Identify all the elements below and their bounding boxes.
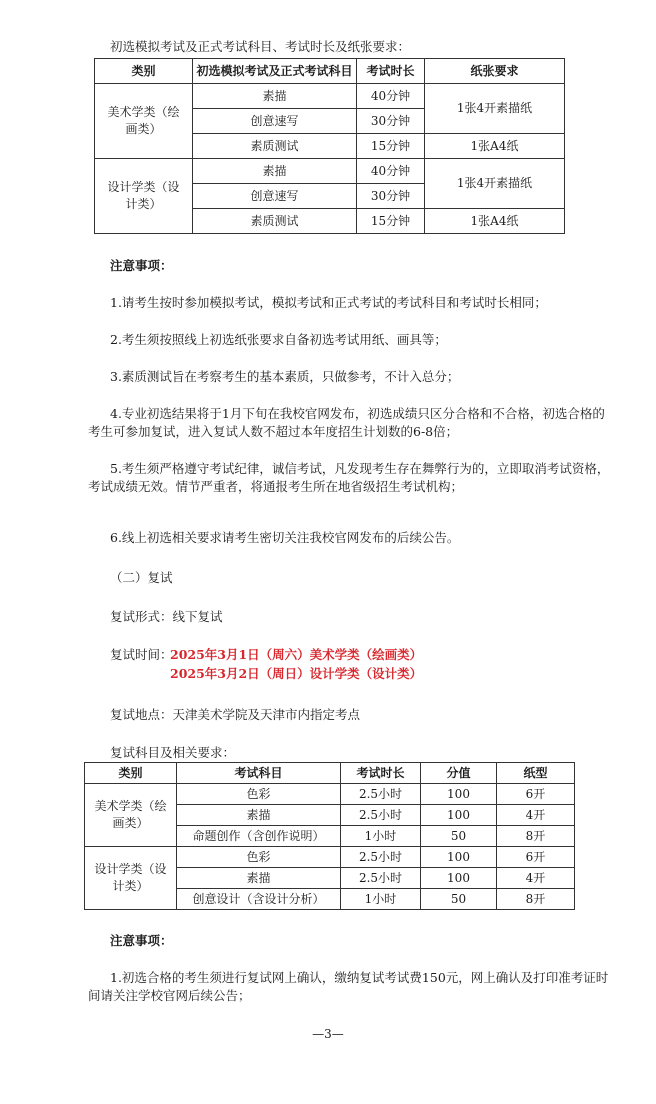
table1-subject-cell: 素描 xyxy=(193,159,357,184)
table1-subject-cell: 素质测试 xyxy=(193,134,357,159)
note-item: 2.考生须按照线上初选纸张要求自备初选考试用纸、画具等； xyxy=(110,332,447,347)
note-item: 4.专业初选结果将于1月下旬在我校官网发布，初选成绩只区分合格和不合格，初选合格的 xyxy=(110,406,605,421)
table2-subject-cell: 命题创作（含创作说明） xyxy=(177,826,341,847)
page-number: —3— xyxy=(312,1027,344,1041)
table2-paper-cell: 6开 xyxy=(497,784,575,805)
table2-score-cell: 100 xyxy=(421,805,497,826)
table2-subject-cell: 色彩 xyxy=(177,784,341,805)
table2-header-paper: 纸型 xyxy=(497,763,575,784)
table2-duration-cell: 1小时 xyxy=(341,826,421,847)
note-item: 3.素质测试旨在考察考生的基本素质，只做参考，不计入总分； xyxy=(110,369,460,384)
note-item: 1.请考生按时参加模拟考试，模拟考试和正式考试的考试科目和考试时长相同； xyxy=(110,295,547,310)
table1-header-category: 类别 xyxy=(95,59,193,84)
note-item-continued: 间请关注学校官网后续公告； xyxy=(88,988,251,1003)
note-item: 5.考生须严格遵守考试纪律，诚信考试，凡发现考生存在舞弊行为的，立即取消考试资格， xyxy=(110,461,610,476)
table2-duration-cell: 1小时 xyxy=(341,889,421,910)
table2-duration-cell: 2.5小时 xyxy=(341,805,421,826)
retest-subjects-table xyxy=(84,762,575,910)
table1-paper-cell: 1张A4纸 xyxy=(425,209,565,234)
table2-header-duration: 考试时长 xyxy=(341,763,421,784)
table1-subject-cell: 创意速写 xyxy=(193,184,357,209)
fushi-time-design: 2025年3月2日（周日）设计学类（设计类） xyxy=(170,666,423,681)
table2-header-category: 类别 xyxy=(85,763,177,784)
note-item-continued: 考试成绩无效。情节严重者，将通报考生所在地省级招生考试机构； xyxy=(88,479,464,494)
table1-header-duration: 考试时长 xyxy=(357,59,425,84)
table2-subject-cell: 色彩 xyxy=(177,847,341,868)
table2-paper-cell: 4开 xyxy=(497,805,575,826)
table1-paper-cell: 1张4开素描纸 xyxy=(425,159,565,209)
table2-duration-cell: 2.5小时 xyxy=(341,868,421,889)
preliminary-exam-table xyxy=(94,58,565,234)
table1-duration-cell: 30分钟 xyxy=(357,109,425,134)
table2-paper-cell: 8开 xyxy=(497,826,575,847)
table2-paper-cell: 8开 xyxy=(497,889,575,910)
table1-header-paper: 纸张要求 xyxy=(425,59,565,84)
fushi-form: 复试形式：线下复试 xyxy=(110,609,223,624)
table1-category-cell: 美术学类（绘画类） xyxy=(95,84,193,159)
table1-duration-cell: 15分钟 xyxy=(357,209,425,234)
table1-subject-cell: 创意速写 xyxy=(193,109,357,134)
table1-header-subject: 初选模拟考试及正式考试科目 xyxy=(193,59,357,84)
notes1-title: 注意事项： xyxy=(110,258,173,273)
table2-duration-cell: 2.5小时 xyxy=(341,847,421,868)
section-heading: （二）复试 xyxy=(110,570,173,585)
table1-paper-cell: 1张4开素描纸 xyxy=(425,84,565,134)
fushi-place: 复试地点：天津美术学院及天津市内指定考点 xyxy=(110,707,361,722)
table2-score-cell: 100 xyxy=(421,847,497,868)
table1-duration-cell: 40分钟 xyxy=(357,84,425,109)
table2-header-subject: 考试科目 xyxy=(177,763,341,784)
fushi-time-painting: 2025年3月1日（周六）美术学类（绘画类） xyxy=(170,647,423,662)
note-item-continued: 考生可参加复试，进入复试人数不超过本年度招生计划数的6-8倍； xyxy=(88,424,459,439)
table1-category-cell: 设计学类（设计类） xyxy=(95,159,193,234)
notes2-title: 注意事项： xyxy=(110,933,173,948)
table2-score-cell: 100 xyxy=(421,784,497,805)
table1-paper-cell: 1张A4纸 xyxy=(425,134,565,159)
table1-intro: 初选模拟考试及正式考试科目、考试时长及纸张要求： xyxy=(110,39,411,54)
table2-score-cell: 100 xyxy=(421,868,497,889)
table2-subject-cell: 创意设计（含设计分析） xyxy=(177,889,341,910)
table2-paper-cell: 4开 xyxy=(497,868,575,889)
table2-subject-cell: 素描 xyxy=(177,805,341,826)
table1-duration-cell: 15分钟 xyxy=(357,134,425,159)
table2-score-cell: 50 xyxy=(421,826,497,847)
table2-category-cell: 设计学类（设计类） xyxy=(85,847,177,910)
table2-paper-cell: 6开 xyxy=(497,847,575,868)
table2-category-cell: 美术学类（绘画类） xyxy=(85,784,177,847)
note-item: 6.线上初选相关要求请考生密切关注我校官网发布的后续公告。 xyxy=(110,530,460,545)
table2-score-cell: 50 xyxy=(421,889,497,910)
table2-header-score: 分值 xyxy=(421,763,497,784)
table1-duration-cell: 30分钟 xyxy=(357,184,425,209)
table2-subject-cell: 素描 xyxy=(177,868,341,889)
table1-duration-cell: 40分钟 xyxy=(357,159,425,184)
table1-subject-cell: 素描 xyxy=(193,84,357,109)
note-item: 1.初选合格的考生须进行复试网上确认，缴纳复试考试费150元，网上确认及打印准考证时 xyxy=(110,970,609,985)
fushi-time-label: 复试时间： xyxy=(110,647,173,662)
table1-subject-cell: 素质测试 xyxy=(193,209,357,234)
table2-duration-cell: 2.5小时 xyxy=(341,784,421,805)
table2-intro: 复试科目及相关要求： xyxy=(110,745,236,760)
